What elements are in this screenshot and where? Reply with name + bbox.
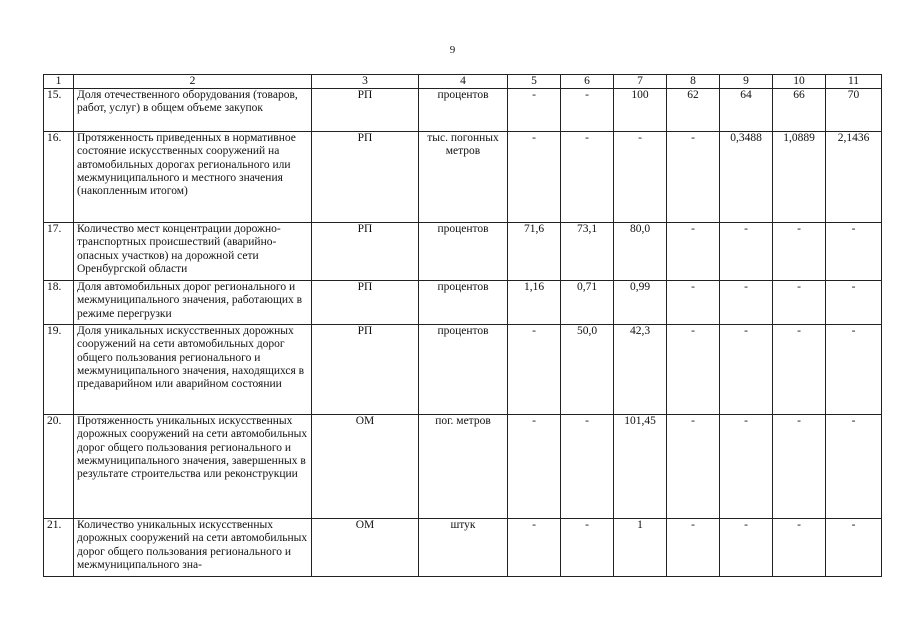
table-row	[44, 223, 882, 281]
indicator-type: РП	[312, 89, 419, 132]
value-cell: -	[508, 519, 561, 577]
header-cell: 11	[826, 75, 882, 89]
value-cell: -	[667, 415, 720, 519]
value-cell: 42,3	[614, 325, 667, 415]
table-row	[44, 132, 882, 223]
value-cell: -	[508, 89, 561, 132]
header-cell: 6	[561, 75, 614, 89]
header-cell: 7	[614, 75, 667, 89]
value-cell: 0,99	[614, 281, 667, 325]
header-cell: 1	[44, 75, 74, 89]
value-cell: 0,71	[561, 281, 614, 325]
value-cell: -	[720, 325, 773, 415]
value-cell: -	[561, 132, 614, 223]
value-cell: 80,0	[614, 223, 667, 281]
value-cell: 64	[720, 89, 773, 132]
value-cell: -	[508, 415, 561, 519]
value-cell: -	[667, 519, 720, 577]
indicator-unit: процентов	[419, 89, 508, 132]
table-row	[44, 415, 882, 519]
page-number: 9	[449, 44, 456, 56]
value-cell: 70	[826, 89, 882, 132]
value-cell: -	[667, 132, 720, 223]
value-cell: 66	[773, 89, 826, 132]
value-cell: -	[667, 325, 720, 415]
value-cell: -	[720, 223, 773, 281]
value-cell: 73,1	[561, 223, 614, 281]
value-cell: 71,6	[508, 223, 561, 281]
value-cell: 1,16	[508, 281, 561, 325]
value-cell: -	[561, 89, 614, 132]
indicator-name: Количество уникальных искусственных дорожных сооружений на сети автомобильных дорог общего пользования регионального и межмуниципального зна-	[74, 519, 312, 577]
value-cell: -	[826, 281, 882, 325]
indicator-unit: процентов	[419, 281, 508, 325]
value-cell: 62	[667, 89, 720, 132]
value-cell: -	[826, 223, 882, 281]
value-cell: 50,0	[561, 325, 614, 415]
table-header-row	[44, 75, 882, 89]
indicator-type: РП	[312, 281, 419, 325]
row-number: 17.	[44, 223, 74, 281]
row-number: 20.	[44, 415, 74, 519]
header-cell: 8	[667, 75, 720, 89]
indicator-name: Протяженность уникальных искусственных дорожных сооружений на сети автомобильных дорог общего пользования регионального и межмуниципального значения, завершенных в результате строительства или реконструкции	[74, 415, 312, 519]
value-cell: 2,1436	[826, 132, 882, 223]
header-cell: 10	[773, 75, 826, 89]
value-cell: -	[773, 519, 826, 577]
value-cell: -	[773, 325, 826, 415]
value-cell: -	[826, 415, 882, 519]
value-cell: -	[720, 281, 773, 325]
row-number: 21.	[44, 519, 74, 577]
value-cell: 1,0889	[773, 132, 826, 223]
value-cell: -	[773, 281, 826, 325]
value-cell: -	[508, 132, 561, 223]
value-cell: -	[720, 519, 773, 577]
value-cell: -	[826, 325, 882, 415]
indicator-unit: процентов	[419, 223, 508, 281]
indicator-unit: процентов	[419, 325, 508, 415]
value-cell: -	[561, 415, 614, 519]
value-cell: -	[508, 325, 561, 415]
value-cell: -	[720, 415, 773, 519]
value-cell: 101,45	[614, 415, 667, 519]
indicator-name: Протяженность приведенных в нормативное состояние искусственных сооружений на автомобильных дорогах регионального или межмуниципального и местного значения (накопленным итогом)	[74, 132, 312, 223]
value-cell: 1	[614, 519, 667, 577]
value-cell: -	[773, 415, 826, 519]
indicator-name: Доля автомобильных дорог регионального и межмуниципального значения, работающих в режиме перегрузки	[74, 281, 312, 325]
indicator-unit: тыс. погонных метров	[419, 132, 508, 223]
indicator-name: Количество мест концентрации дорожно-транспортных происшествий (аварийно-опасных участков) на дорожной сети Оренбургской области	[74, 223, 312, 281]
row-number: 16.	[44, 132, 74, 223]
indicator-name: Доля отечественного оборудования (товаров, работ, услуг) в общем объеме закупок	[74, 89, 312, 132]
indicator-type: РП	[312, 325, 419, 415]
value-cell: 100	[614, 89, 667, 132]
indicator-type: ОМ	[312, 415, 419, 519]
value-cell: -	[667, 223, 720, 281]
table-row	[44, 325, 882, 415]
table-row	[44, 281, 882, 325]
header-cell: 4	[419, 75, 508, 89]
value-cell: -	[826, 519, 882, 577]
header-cell: 3	[312, 75, 419, 89]
table-row	[44, 89, 882, 132]
value-cell: -	[614, 132, 667, 223]
indicator-unit: штук	[419, 519, 508, 577]
value-cell: 0,3488	[720, 132, 773, 223]
value-cell: -	[667, 281, 720, 325]
indicators-table	[43, 74, 882, 577]
indicator-name: Доля уникальных искусственных дорожных сооружений на сети автомобильных дорог общего пользования регионального и межмуниципального значения, находящихся в предаварийном или аварийном состоянии	[74, 325, 312, 415]
table-row	[44, 519, 882, 577]
header-cell: 2	[74, 75, 312, 89]
indicator-type: РП	[312, 132, 419, 223]
header-cell: 5	[508, 75, 561, 89]
row-number: 15.	[44, 89, 74, 132]
indicator-type: ОМ	[312, 519, 419, 577]
indicator-type: РП	[312, 223, 419, 281]
row-number: 19.	[44, 325, 74, 415]
indicator-unit: пог. метров	[419, 415, 508, 519]
header-cell: 9	[720, 75, 773, 89]
value-cell: -	[561, 519, 614, 577]
row-number: 18.	[44, 281, 74, 325]
value-cell: -	[773, 223, 826, 281]
